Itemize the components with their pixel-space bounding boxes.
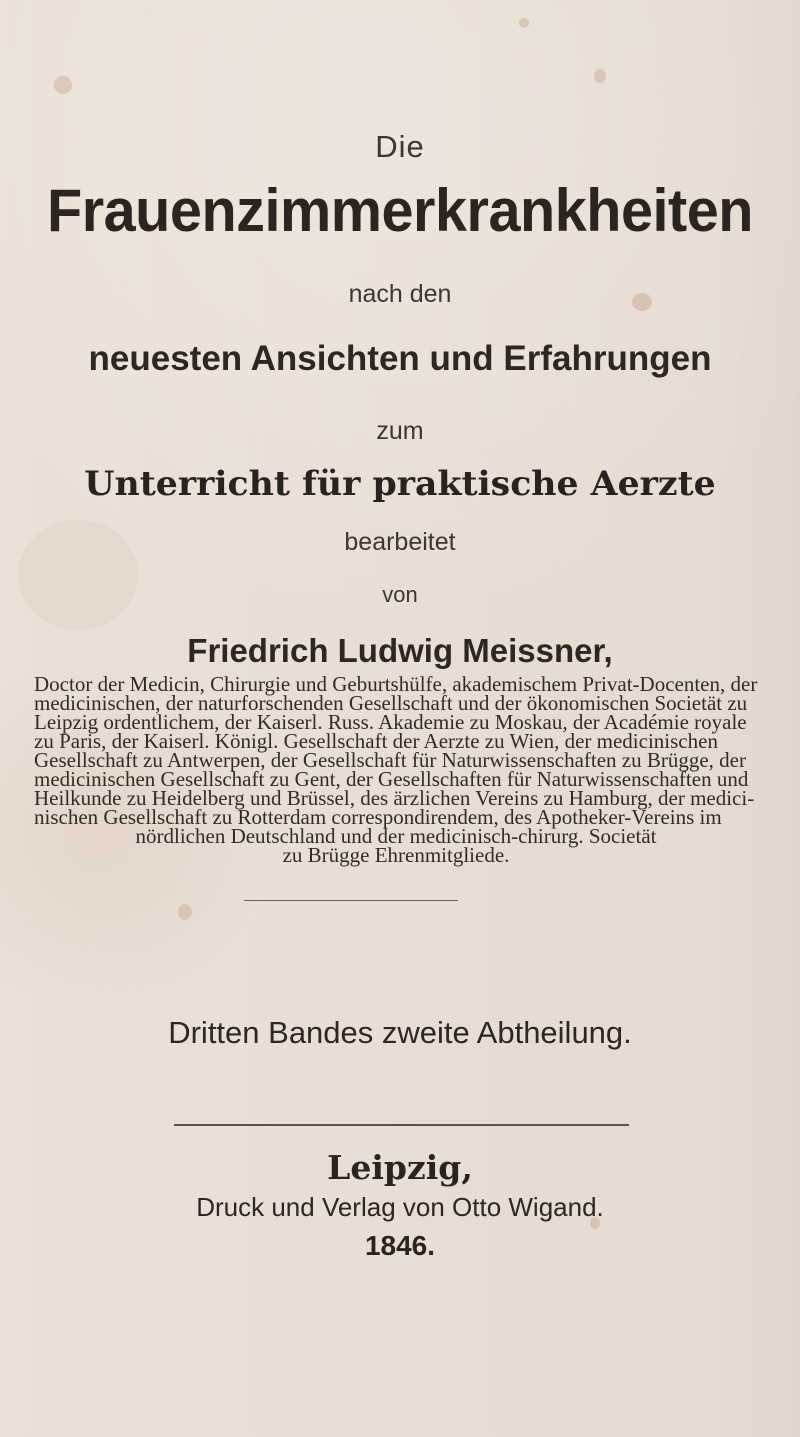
purpose-prefix: zum (376, 417, 424, 445)
author-name: Friedrich Ludwig Meissner, (187, 632, 613, 669)
volume-info: Dritten Bandes zweite Abtheilung. (168, 1015, 632, 1050)
section-divider (244, 900, 458, 901)
description-line: Gesellschaft zu Antwerpen, der Gesellschaft für Naturwissenschaften zu Brügge, der (34, 748, 746, 772)
author-description (34, 672, 758, 867)
paper-stain (178, 904, 192, 920)
description-line: zu Paris, der Kaiserl. Königl. Gesellschaft der Aerzte zu Wien, der medicinischen (34, 729, 718, 753)
publisher: Druck und Verlag von Otto Wigand. (196, 1192, 604, 1222)
book-title: Frauenzimmerkrankheiten (46, 177, 754, 244)
description-line: Heilkunde zu Heidelberg und Brüssel, des ärzlichen Vereins zu Hamburg, der medici- (34, 786, 755, 810)
edited-by-label: bearbeitet (344, 528, 456, 556)
paper-stain (519, 18, 529, 28)
subtitle: neuesten Ansichten und Erfahrungen (88, 339, 712, 378)
paper-stain (54, 76, 72, 94)
description-line: medicinischen Gesellschaft zu Gent, der Gesellschaften für Naturwissenschaften und (34, 767, 749, 791)
title-prefix: Die (375, 129, 425, 164)
subtitle-prefix: nach den (348, 280, 452, 308)
publication-year: 1846. (364, 1230, 436, 1261)
description-line: Leipzig ordentlichem, der Kaiserl. Russ. Akademie zu Moskau, der Académie royale (34, 710, 747, 734)
description-line: nischen Gesellschaft zu Rotterdam correspondirendem, des Apotheker-Vereins im (34, 805, 722, 829)
by-label: von (382, 582, 418, 607)
imprint-divider (174, 1124, 629, 1126)
description-line: zu Brügge Ehrenmitgliede. (282, 843, 510, 867)
description-line: Doctor der Medicin, Chirurgie und Geburtshülfe, akademischem Privat-Docenten, der (34, 672, 758, 696)
purpose-title: Unterricht für praktische Aerzte (84, 464, 716, 504)
publication-city: Leipzig, (327, 1148, 473, 1187)
paper-stain (594, 69, 606, 83)
description-line: nördlichen Deutschland und der medicinisch-chirurg. Societät (135, 824, 657, 848)
description-line: medicinischen, der naturforschenden Gesellschaft und der ökonomischen Societät zu (34, 691, 748, 715)
